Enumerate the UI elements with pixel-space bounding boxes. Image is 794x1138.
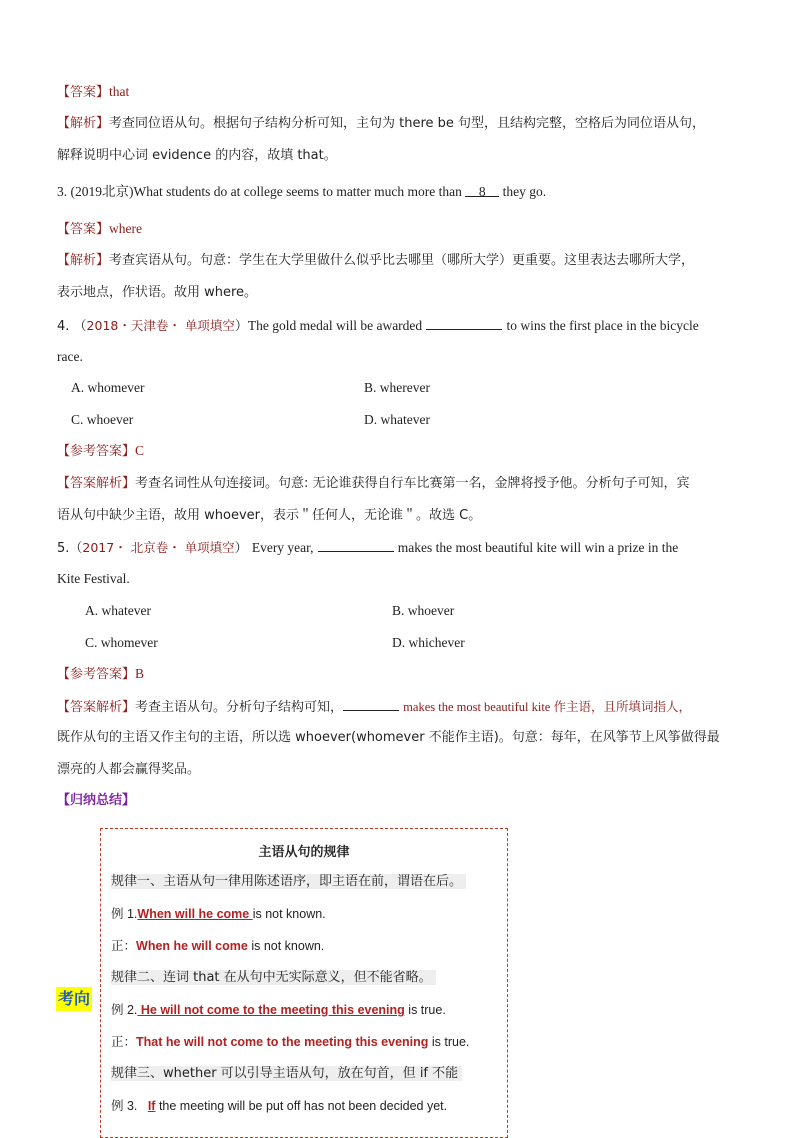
example-2-prefix: 例 2.	[111, 1003, 138, 1017]
example-3-red: If	[147, 1099, 156, 1113]
correct-2-red: That he will not come to the meeting this evening	[136, 1035, 429, 1049]
explain-tag: 【答案解析】	[57, 700, 136, 715]
q3-blank-number: 8	[478, 184, 486, 199]
q5-option-c: C. whomever	[85, 635, 158, 650]
example-3	[111, 1096, 447, 1116]
q3-analysis-line2	[57, 283, 257, 303]
q3-stem	[57, 182, 546, 202]
analysis-tag: 【解析】	[57, 116, 110, 131]
q5-option-b: B. whoever	[392, 603, 455, 618]
q4-option-a: A. whomever	[71, 380, 145, 395]
q5-blank	[318, 537, 394, 552]
q5-ref-answer-line	[57, 664, 144, 685]
answer-value: where	[109, 221, 142, 236]
analysis-tag: 【解析】	[57, 253, 110, 268]
q3-blank	[465, 182, 499, 197]
q4-number: 4. （	[57, 319, 87, 334]
q5-stem-line2	[57, 569, 130, 589]
side-label: 考向	[56, 987, 92, 1011]
example-1-rest: is not known.	[252, 907, 326, 921]
correct-1-red: When he will come	[136, 939, 252, 953]
q5-option-d: D. whichever	[392, 635, 465, 650]
q4-option-c: C. whoever	[71, 412, 134, 427]
example-1-red: When will he come	[137, 907, 253, 921]
summary-tag: 【归纳总结】	[57, 793, 136, 808]
q5-number: 5.（	[57, 541, 83, 556]
analysis-text: 表示地点，作状语。故用 where。	[57, 285, 258, 300]
q3-stem-suffix: they go.	[502, 184, 547, 199]
explain-text-phrase: makes the most beautiful kite 作主语，且所填词指人，	[403, 700, 691, 714]
q4-explain-line2	[57, 506, 481, 526]
explain-tag: 【答案解析】	[57, 476, 136, 491]
explain-text: 考查主语从句。分析句子结构可知，	[135, 700, 344, 715]
example-2	[111, 1000, 446, 1020]
q5-explain-line2	[57, 728, 720, 748]
example-2-red: He will not come to the meeting this evening	[137, 1003, 405, 1017]
q4-stem-after: to wins the first place in the bicycle	[506, 318, 699, 333]
explain-text: 漂亮的人都会赢得奖品。	[57, 762, 201, 777]
q4-stem-line2-text: race.	[57, 349, 83, 364]
q5-explain-blank	[343, 696, 399, 711]
q3-answer-line	[57, 219, 142, 240]
q5-explain-line1	[57, 696, 691, 718]
summary-box	[100, 828, 508, 1138]
q5-stem-after: makes the most beautiful kite will win a prize in the	[397, 540, 679, 555]
explain-text: 考查名词性从句连接词。句意: 无论谁获得自行车比赛第一名，金牌将授予他。分析句子可知，宾	[135, 476, 690, 491]
q5-stem	[57, 537, 678, 559]
q5-source: 2017・ 北京卷・ 单项填空	[82, 540, 235, 555]
correct-1	[111, 936, 324, 956]
q4-option-d: D. whatever	[364, 412, 430, 427]
ref-answer-tag: 【参考答案】	[57, 667, 136, 682]
rule-1	[111, 872, 466, 892]
correct-1-rest: is not known.	[251, 939, 325, 953]
q4-close-paren: ）	[234, 319, 248, 334]
rule-2	[111, 968, 436, 988]
ref-answer-tag: 【参考答案】	[57, 444, 136, 459]
ref-answer-value: B	[135, 666, 145, 681]
q4-explain-line1	[57, 474, 690, 494]
answer-value: that	[109, 84, 130, 99]
q3-stem-prefix: 3. (2019北京)What students do at college seems to matter much more than	[57, 184, 462, 199]
box-title: 主语从句的规律	[258, 845, 350, 860]
rule-3-text: 规律三、whether 可以引导主语从句，放在句首，但 if 不能	[111, 1066, 462, 1081]
q4-stem	[57, 315, 699, 337]
example-1	[111, 904, 326, 924]
q5-close-paren: ）	[234, 541, 248, 556]
rule-3	[111, 1064, 462, 1084]
explain-text: 既作从句的主语又作主句的主语，所以选 whoever(whomever 不能作主语)。句意：每年，在风筝节上风筝做得最	[57, 730, 720, 745]
q2-analysis-line2	[57, 146, 337, 166]
q2-analysis-line1	[57, 114, 705, 134]
correct-1-prefix: 正：	[111, 939, 137, 953]
q3-analysis-line1	[57, 251, 694, 271]
analysis-text: 考查宾语从句。句意：学生在大学里做什么似乎比去哪里（哪所大学）更重要。这里表达去哪所大学，	[109, 253, 695, 268]
q4-stem-line2	[57, 347, 83, 367]
analysis-text: 考查同位语从句。根据句子结构分析可知，主句为 there be 句型，且结构完整，空格后为同位语从句，	[109, 116, 706, 131]
q4-option-b: B. wherever	[364, 380, 430, 395]
q4-stem-before: The gold medal will be awarded	[247, 318, 423, 333]
analysis-text: 解释说明中心词 evidence 的内容，故填 that。	[57, 148, 337, 163]
ref-answer-value: C	[135, 443, 145, 458]
example-1-prefix: 例 1.	[111, 907, 138, 921]
example-3-rest: the meeting will be put off has not been decided yet.	[155, 1099, 448, 1113]
q4-ref-answer-line	[57, 441, 144, 462]
rule-1-text: 规律一、主语从句一律用陈述语序，即主语在前，谓语在后。	[111, 874, 466, 889]
q5-option-a: A. whatever	[85, 603, 151, 618]
correct-2-rest: is true.	[428, 1035, 470, 1049]
q5-stem-line2-text: Kite Festival.	[57, 571, 130, 586]
correct-2	[111, 1032, 469, 1052]
explain-text: 语从句中缺少主语，故用 whoever，表示＂任何人，无论谁＂。故选 C。	[57, 508, 482, 523]
q5-explain-line3	[57, 760, 200, 780]
q5-stem-before: Every year,	[251, 540, 314, 555]
q2-answer-line	[57, 82, 129, 103]
answer-tag: 【答案】	[57, 85, 110, 100]
example-2-rest: is true.	[404, 1003, 446, 1017]
example-3-prefix: 例 3.	[111, 1099, 138, 1113]
correct-2-prefix: 正：	[111, 1035, 137, 1049]
q4-blank	[426, 315, 502, 330]
q4-source: 2018・天津卷・ 单项填空	[86, 318, 235, 333]
rule-2-text: 规律二、连词 that 在从句中无实际意义，但不能省略。	[111, 970, 436, 985]
answer-tag: 【答案】	[57, 222, 110, 237]
